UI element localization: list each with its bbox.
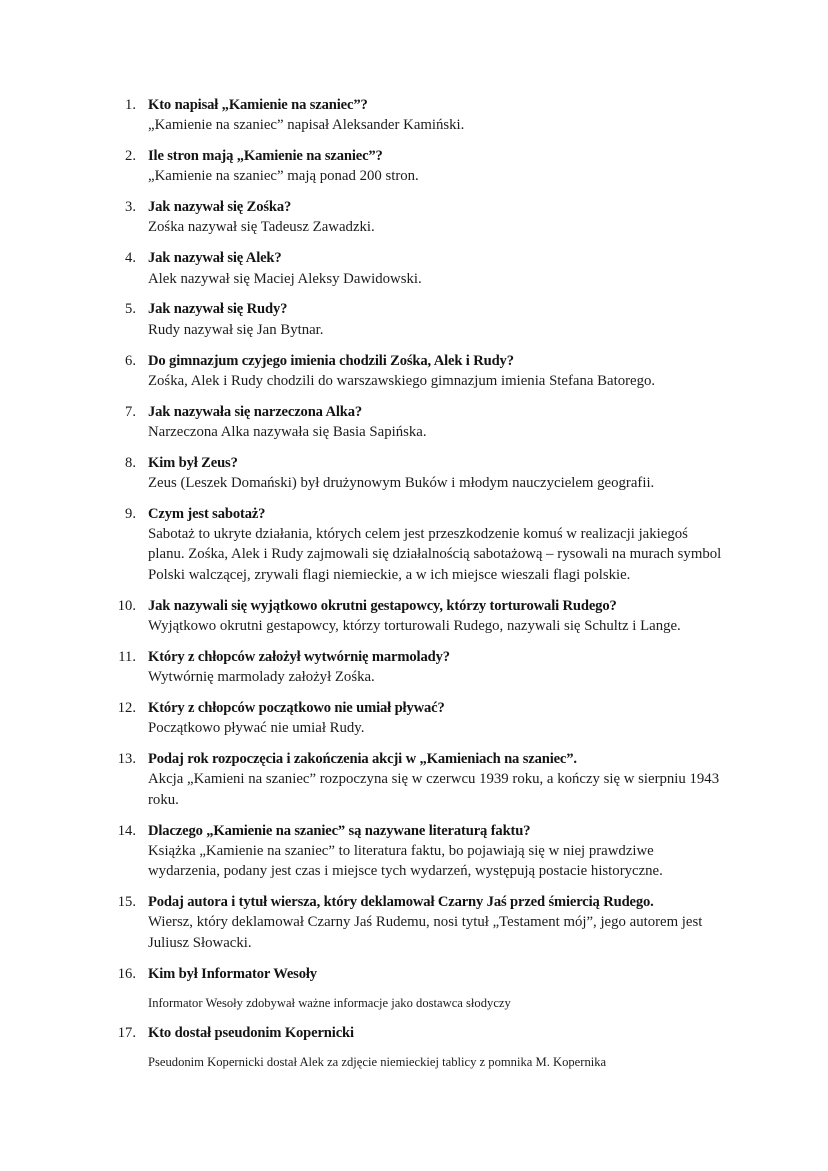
qa-item [110,505,723,585]
qa-item [110,1024,723,1071]
qa-question: Jak nazywała się narzeczona Alka? [148,403,363,420]
qa-item [110,893,723,953]
qa-item-number: 12. [117,700,136,717]
qa-item [110,403,723,443]
qa-item-number: 15. [117,894,136,911]
qa-item-number: 17. [117,1024,136,1041]
qa-answer: Rudy nazywał się Jan Bytnar. [148,321,324,338]
qa-item-number: 13. [117,751,136,768]
qa-answer: Wyjątkowo okrutni gestapowcy, którzy torturowali Rudego, nazywali się Schultz i Lange. [148,618,681,634]
qa-answer: Wiersz, który deklamował Czarny Jaś Rudemu, nosi tytuł „Testament mój”, jego autorem jest Juliusz Słowacki. [148,914,703,951]
qa-question: Kto dostał pseudonim Kopernicki [148,1024,354,1041]
qa-list [110,96,723,1071]
qa-answer: „Kamienie na szaniec” mają ponad 200 stron. [148,168,419,185]
qa-item-number: 4. [125,250,136,267]
qa-item [110,352,723,392]
qa-question: Jak nazywał się Alek? [148,250,282,267]
qa-item [110,648,723,688]
qa-answer: Narzeczona Alka nazywała się Basia Sapińska. [148,423,427,440]
qa-item-number: 2. [125,148,136,165]
qa-item [110,454,723,494]
qa-item-number: 3. [125,199,136,216]
qa-question: Podaj autora i tytuł wiersza, który deklamował Czarny Jaś przed śmiercią Rudego. [148,894,654,911]
qa-answer: Sabotaż to ukryte działania, których celem jest przeszkodzenie komuś w realizacji jakiegoś planu. Zośka, Alek i Rudy zajmowali się działalnością sabotażową – rysowali na murach symbol Polski walczącej, zrywali flagi niemieckie, a w ich miejsce wieszali flagi polskie. [148,526,722,583]
qa-answer: Akcja „Kamieni na szaniec” rozpoczyna się w czerwcu 1939 roku, a kończy się w sierpniu 1943 roku. [148,771,720,808]
qa-item-number: 6. [125,352,136,369]
qa-item-number: 9. [125,505,136,522]
qa-question: Kto napisał „Kamienie na szaniec”? [148,97,368,113]
qa-question: Kim był Zeus? [148,454,238,471]
qa-item [110,699,723,739]
qa-question: Ile stron mają „Kamienie na szaniec”? [148,148,383,165]
qa-answer: Zośka, Alek i Rudy chodzili do warszawskiego gimnazjum imienia Stefana Batorego. [148,372,656,389]
qa-item-number: 16. [117,965,136,982]
qa-item-number: 7. [125,403,136,420]
qa-question: Jak nazywał się Zośka? [148,199,292,216]
qa-item-number: 5. [125,301,136,318]
qa-question: Podaj rok rozpoczęcia i zakończenia akcji w „Kamieniach na szaniec”. [148,751,577,768]
qa-item-number: 10. [117,597,136,614]
qa-question: Który z chłopców początkowo nie umiał pływać? [148,700,445,717]
qa-item [110,822,723,882]
qa-item-number: 11. [118,648,136,665]
qa-answer: Początkowo pływać nie umiał Rudy. [148,720,365,737]
qa-item-number: 1. [125,97,136,113]
qa-answer: Wytwórnię marmolady założył Zośka. [148,669,375,686]
qa-item [110,147,723,187]
qa-item [110,965,723,1012]
qa-item [110,249,723,289]
qa-item [110,96,723,136]
qa-question: Który z chłopców założył wytwórnię marmolady? [148,648,450,665]
qa-answer: „Kamienie na szaniec” napisał Aleksander Kamiński. [148,117,465,134]
qa-question: Czym jest sabotaż? [148,505,266,522]
qa-question: Dlaczego „Kamienie na szaniec” są nazywane literaturą faktu? [148,822,531,839]
qa-answer: Zeus (Leszek Domański) był drużynowym Buków i młodym nauczycielem geografii. [148,474,655,491]
qa-answer: Informator Wesoły zdobywał ważne informacje jako dostawca słodyczy [148,995,511,1010]
qa-answer: Alek nazywał się Maciej Aleksy Dawidowski. [148,270,422,287]
qa-question: Do gimnazjum czyjego imienia chodzili Zośka, Alek i Rudy? [148,352,514,369]
qa-item [110,750,723,810]
qa-question: Kim był Informator Wesoły [148,965,317,982]
qa-item-number: 14. [117,822,136,839]
qa-answer: Książka „Kamienie na szaniec” to literatura faktu, bo pojawiają się w niej prawdziwe wydarzenia, podany jest czas i miejsce tych wydarzeń, występują postacie historyczne. [148,842,663,880]
qa-item-number: 8. [125,454,136,471]
qa-question: Jak nazywali się wyjątkowo okrutni gestapowcy, którzy torturowali Rudego? [148,597,617,614]
qa-item [110,597,723,637]
qa-question: Jak nazywał się Rudy? [148,301,288,318]
qa-item [110,198,723,238]
qa-answer: Pseudonim Kopernicki dostał Alek za zdjęcie niemieckiej tablicy z pomnika M. Kopernika [148,1055,607,1070]
qa-answer: Zośka nazywał się Tadeusz Zawadzki. [148,219,375,236]
qa-item [110,300,723,340]
